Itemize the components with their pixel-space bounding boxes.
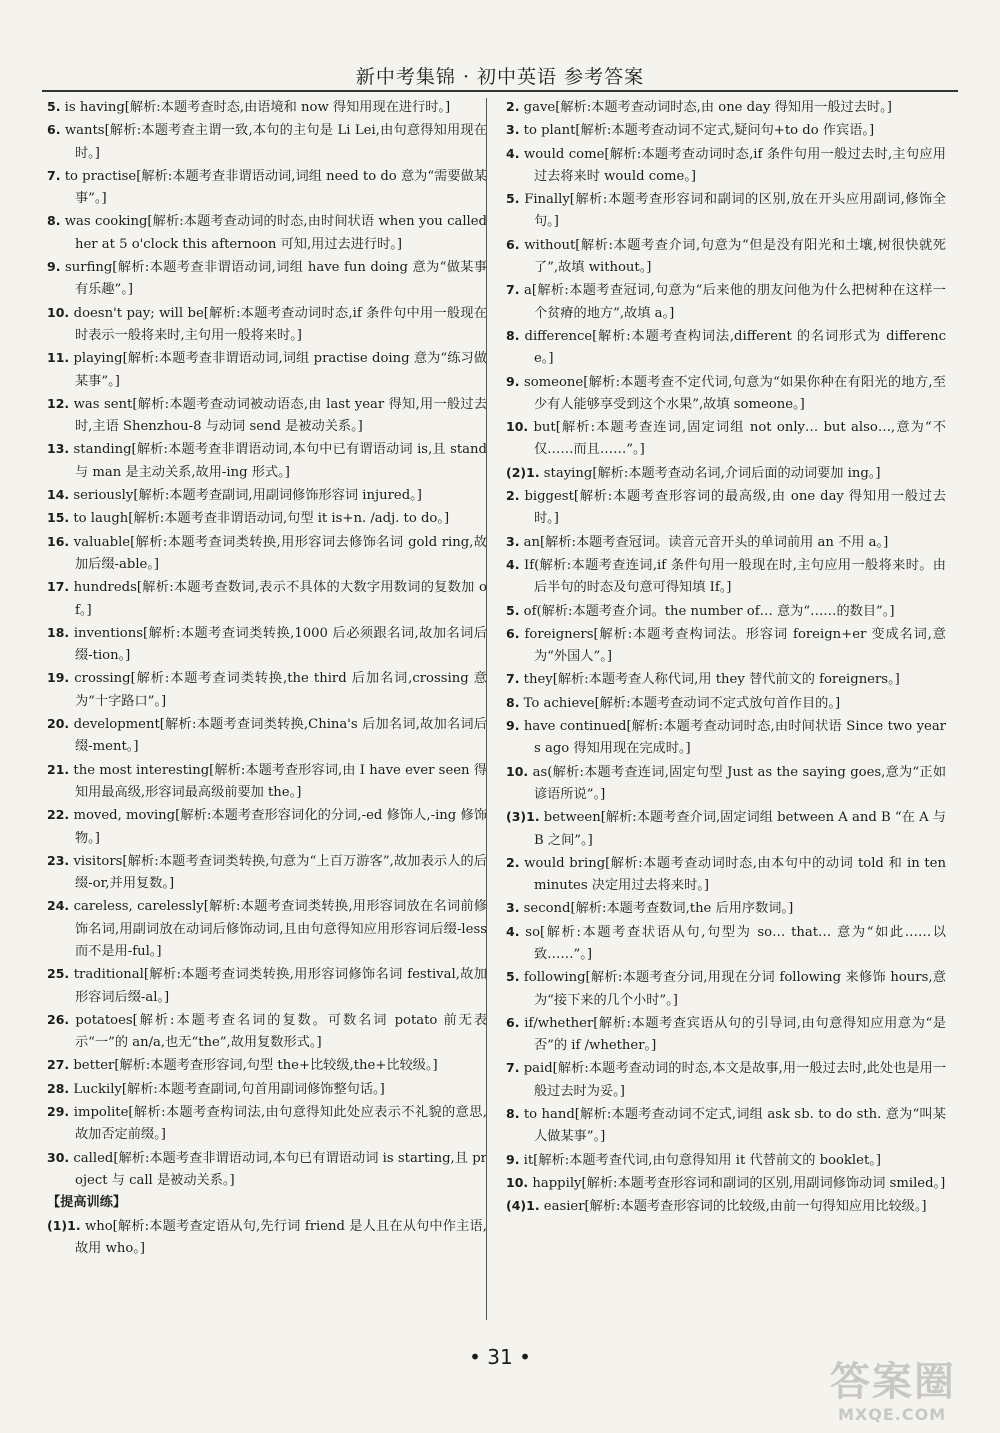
answer-text: was sent[解析:本题考查动词被动语态,由 last year 得知,用一般过去时,主语 Shenzhou-8 与动词 send 是被动关系。] <box>73 396 487 435</box>
answer-number: 8. <box>506 1106 520 1122</box>
answer-number: 11. <box>47 350 70 366</box>
answer-number: 30. <box>47 1149 70 1165</box>
answer-text: impolite[解析:本题考查构词法,由句意得知此处应表示不礼貌的意思,故加否定前缀。] <box>73 1105 487 1143</box>
answer-entry <box>47 256 487 302</box>
answer-text: would come[解析:本题考查动词时态,if 条件句用一般过去时,主句应用过去将来时 would come。] <box>523 146 946 184</box>
answer-text: someone[解析:本题考查不定代词,句意为“如果你种在有阳光的地方,至少有人能够享受到这个水果”,故填 someone。] <box>523 374 946 412</box>
answer-number: 10. <box>47 304 70 320</box>
answer-entry <box>47 622 487 668</box>
answer-text: between[解析:本题考查介词,固定词组 between A and B “在 A 与 B 之间”。] <box>534 810 946 848</box>
answer-text: standing[解析:本题考查非谓语动词,本句中已有谓语动词 is,且 stand 与 man 是主动关系,故用-ing 形式。] <box>73 442 487 480</box>
answer-entry <box>506 600 946 623</box>
answer-text: to hand[解析:本题考查动词不定式,词组 ask sb. to do sth. 意为“叫某人做某事”。] <box>523 1107 946 1145</box>
answer-text: seriously[解析:本题考查副词,用副词修饰形容词 injured。] <box>73 488 422 504</box>
answer-entry <box>506 692 946 715</box>
answer-text: an[解析:本题考查冠词。读音元音开头的单词前用 an 不用 a。] <box>523 534 889 550</box>
answer-number: 10. <box>506 419 529 435</box>
answer-entry <box>506 371 946 417</box>
answer-entry <box>506 1172 946 1195</box>
answer-entry <box>506 279 946 325</box>
answer-text: to plant[解析:本题考查动词不定式,疑问句+to do 作宾语。] <box>523 123 875 139</box>
answer-number: 12. <box>47 395 70 411</box>
answer-number: 9. <box>47 259 61 275</box>
answer-entry <box>506 1012 946 1058</box>
answer-text: biggest[解析:本题考查形容词的最高级,由 one day 得知用一般过去时。] <box>524 489 946 527</box>
answer-text: better[解析:本题考查形容词,句型 the+比较级,the+比较级。] <box>73 1058 438 1074</box>
right-column <box>506 96 946 1219</box>
section-title: 【提高训练】 <box>47 1195 127 1211</box>
answer-number: 7. <box>506 671 520 687</box>
watermark-logo-text: 答案圈 <box>830 1359 956 1405</box>
answer-number: 6. <box>47 122 61 138</box>
answer-entry <box>47 484 487 507</box>
answer-number: 21. <box>47 761 70 777</box>
answer-text: as(解析:本题考查连词,固定句型 Just as the saying goes,意为“正如谚语所说”。] <box>532 764 946 802</box>
answer-text: they[解析:本题考查人称代词,用 they 替代前文的 foreigners。] <box>523 672 900 688</box>
answer-number: 14. <box>47 487 70 503</box>
answer-number: 16. <box>47 533 70 549</box>
answer-text: easier[解析:本题考查形容词的比较级,由前一句得知应用比较级。] <box>543 1199 927 1215</box>
answer-text: traditional[解析:本题考查词类转换,用形容词修饰名词 festival,故加形容词后缀-al。] <box>73 967 487 1005</box>
answer-entry <box>506 119 946 142</box>
answer-text: have continued[解析:本题考查动词时态,由时间状语 Since two years ago 得知用现在完成时。] <box>523 719 946 757</box>
answer-number: 27. <box>47 1057 70 1073</box>
answer-number: 6. <box>506 236 520 252</box>
answer-number: 3. <box>506 122 520 138</box>
answer-entry <box>47 210 487 256</box>
answer-text: but[解析:本题考查连词,固定词组 not only… but also…,意为“不仅……而且……”。] <box>533 420 946 458</box>
answer-number: 2. <box>506 488 520 504</box>
answer-text: of(解析:本题考查介词。the number of… 意为“……的数目”。] <box>523 603 895 619</box>
answer-text: visitors[解析:本题考查词类转换,句意为“上百万游客”,故加表示人的后缀-or,并用复数。] <box>73 853 487 892</box>
answer-number: (1)1. <box>47 1217 81 1233</box>
answer-entry <box>506 1057 946 1103</box>
answer-number: 3. <box>506 900 520 916</box>
answer-text: moved, moving[解析:本题考查形容词化的分词,-ed 修饰人,-ing 修饰物。] <box>73 808 487 846</box>
answer-number: (3)1. <box>506 809 540 825</box>
answer-entry <box>506 668 946 691</box>
answer-number: 8. <box>506 694 520 710</box>
answer-text: happily[解析:本题考查形容词和副词的区别,用副词修饰动词 smiled。] <box>532 1175 946 1191</box>
answer-entry <box>47 713 487 759</box>
answer-entry <box>506 1149 946 1172</box>
answer-entry <box>47 667 487 713</box>
answer-entry <box>47 1054 487 1077</box>
answer-text: to laugh[解析:本题考查非谓语动词,句型 it is+n. /adj. to do。] <box>73 511 450 527</box>
answer-text: careless, carelessly[解析:本题考查词类转换,用形容词放在名词前修饰名词,用副词放在动词后修饰动词,且由句意得知应用形容词后缀-less 而不是用-ful。] <box>73 899 487 959</box>
answer-entry <box>506 462 946 485</box>
answer-number: 5. <box>506 602 520 618</box>
answer-number: 25. <box>47 966 70 982</box>
answer-entry <box>47 759 487 805</box>
answer-entry <box>47 1147 487 1193</box>
answer-number: 4. <box>506 145 520 161</box>
answer-entry <box>47 165 487 211</box>
answer-entry <box>506 1195 946 1218</box>
answer-entry <box>47 393 487 439</box>
answer-number: 19. <box>47 670 70 686</box>
answer-entry <box>506 143 946 189</box>
answer-entry <box>506 921 946 967</box>
answer-text: a[解析:本题考查冠词,句意为“后来他的朋友问他为什么把树种在这样一个贫瘠的地方”,故填 a。] <box>524 283 946 321</box>
answer-number: 9. <box>506 718 520 734</box>
answer-entry <box>47 1009 487 1055</box>
answer-number: 9. <box>506 373 520 389</box>
answer-text: foreigners[解析:本题考查构词法。形容词 foreign+er 变成名词,意为“外国人”。] <box>524 626 946 665</box>
answer-entry <box>506 188 946 234</box>
answer-number: 10. <box>506 1174 529 1190</box>
answer-text: hundreds[解析:本题考查数词,表示不具体的大数字用数词的复数加 of。] <box>73 580 487 618</box>
answer-text: Finally[解析:本题考查形容词和副词的区别,放在开头应用副词,修饰全句。] <box>524 192 946 230</box>
answer-number: 20. <box>47 716 70 732</box>
answer-number: 26. <box>47 1011 70 1027</box>
answer-text: who[解析:本题考查定语从句,先行词 friend 是人且在从句中作主语,故用 who。] <box>75 1218 487 1256</box>
answer-number: 5. <box>506 191 520 207</box>
answer-text: surfing[解析:本题考查非谓语动词,词组 have fun doing 意为“做某事有乐趣”。] <box>65 260 487 298</box>
answer-entry <box>47 895 487 963</box>
answer-number: 4. <box>506 556 520 572</box>
answer-number: 7. <box>506 282 520 298</box>
answer-number: 10. <box>506 763 529 779</box>
answer-number: 17. <box>47 579 70 595</box>
answer-entry <box>47 1078 487 1101</box>
answer-number: 6. <box>506 625 520 641</box>
answer-entry <box>47 507 487 530</box>
answer-entry <box>47 850 487 896</box>
answer-text: valuable[解析:本题考查词类转换,用形容词去修饰名词 gold ring,故加后缀-able。] <box>73 534 487 572</box>
answer-text: wants[解析:本题考查主谓一致,本句的主句是 Li Lei,由句意得知用现在时。] <box>64 123 487 161</box>
page-header: 新中考集锦 · 初中英语 参考答案 <box>355 66 645 88</box>
answer-text: playing[解析:本题考查非谓语动词,词组 practise doing 意为“练习做某事”。] <box>73 351 487 389</box>
answer-number: 3. <box>506 533 520 549</box>
answer-number: 23. <box>47 852 70 868</box>
answer-number: 8. <box>47 213 61 229</box>
answer-text: crossing[解析:本题考查词类转换,the third 后加名词,crossing 意为“十字路口”。] <box>74 671 487 709</box>
answer-entry <box>506 234 946 280</box>
answer-number: 22. <box>47 807 70 823</box>
answer-text: gave[解析:本题考查动词时态,由 one day 得知用一般过去时。] <box>523 100 892 115</box>
answer-number: 13. <box>47 441 70 457</box>
answer-entry <box>47 531 487 577</box>
answer-entry <box>506 485 946 531</box>
answer-number: 8. <box>506 327 520 343</box>
answer-number: 7. <box>506 1060 520 1076</box>
answer-number: 5. <box>47 99 61 114</box>
answer-number: (2)1. <box>506 464 540 480</box>
answer-text: it[解析:本题考查代词,由句意得知用 it 代替前文的 booklet。] <box>523 1152 881 1168</box>
answer-entry <box>506 416 946 462</box>
answer-number: 6. <box>506 1014 520 1030</box>
answer-text: staying[解析:本题考查动名词,介词后面的动词要加 ing。] <box>543 465 881 481</box>
answer-text: To achieve[解析:本题考查动词不定式放句首作目的。] <box>523 695 841 711</box>
answer-entry <box>47 96 487 119</box>
answer-number: 7. <box>47 167 61 183</box>
watermark-logo <box>820 1350 990 1430</box>
answer-text: paid[解析:本题考查动词的时态,本文是故事,用一般过去时,此处也是用一般过去时为妥。] <box>523 1061 947 1099</box>
answer-text: If(解析:本题考查连词,if 条件句用一般现在时,主句应用一般将来时。由后半句的时态及句意可得知填 If。] <box>524 557 946 596</box>
answer-entry <box>47 804 487 850</box>
answer-number: 18. <box>47 624 70 640</box>
answer-number: 15. <box>47 510 70 526</box>
answer-entry <box>47 576 487 622</box>
answer-text: so[解析:本题考查状语从句,句型为 so… that… 意为“如此……以致……”。] <box>525 924 946 962</box>
answer-entry <box>47 119 487 165</box>
answer-number: 5. <box>506 969 520 985</box>
answer-entry <box>47 1215 487 1261</box>
answer-entry <box>47 1101 487 1147</box>
answer-entry <box>506 715 946 761</box>
answer-entry <box>47 438 487 484</box>
answer-entry <box>506 1103 946 1149</box>
column-divider <box>486 98 487 1320</box>
page-number: • 31 • <box>469 1345 531 1369</box>
answer-text: called[解析:本题考查非谓语动词,本句已有谓语动词 is starting,且 project 与 call 是被动关系。] <box>73 1150 487 1188</box>
answer-number: 28. <box>47 1080 70 1096</box>
answer-number: 9. <box>506 1151 520 1167</box>
answer-text: would bring[解析:本题考查动词时态,由本句中的动词 told 和 in ten minutes 决定用过去将来时。] <box>524 855 946 894</box>
answer-entry <box>506 623 946 669</box>
answer-text: difference[解析:本题考查构词法,different 的名词形式为 difference。] <box>524 328 946 367</box>
answer-entry <box>506 531 946 554</box>
answer-number: 29. <box>47 1104 70 1120</box>
answer-text: to practise[解析:本题考查非谓语动词,词组 need to do 意为“需要做某事”。] <box>64 168 487 207</box>
answer-number: 4. <box>506 923 520 939</box>
answer-number: 2. <box>506 99 520 114</box>
answer-entry <box>47 302 487 348</box>
answer-text: is having[解析:本题考查时态,由语境和 now 得知用现在进行时。] <box>64 100 451 115</box>
answer-entry <box>506 554 946 600</box>
answer-entry <box>506 325 946 371</box>
answer-entry <box>506 761 946 807</box>
answer-entry <box>506 806 946 852</box>
answer-entry <box>506 852 946 898</box>
answer-text: development[解析:本题考查词类转换,China's 后加名词,故加名词后缀-ment。] <box>73 717 487 755</box>
answer-entry <box>506 966 946 1012</box>
answer-text: potatoes[解析:本题考查名词的复数。可数名词 potato 前无表示“一”的 an/a,也无“the”,故用复数形式。] <box>75 1012 487 1051</box>
answer-number: (4)1. <box>506 1198 540 1214</box>
watermark-site-text: MXQE.COM <box>838 1405 947 1424</box>
answer-entry <box>506 96 946 119</box>
answer-text: doesn't pay; will be[解析:本题考查动词时态,if 条件句中用一般现在时表示一般将来时,主句用一般将来时。] <box>73 305 487 343</box>
answer-text: Luckily[解析:本题考查副词,句首用副词修饰整句话。] <box>73 1081 385 1097</box>
answer-text: without[解析:本题考查介词,句意为“但是没有阳光和土壤,树很快就死了”,故填 without。] <box>524 237 946 276</box>
header-rule <box>42 90 958 92</box>
answer-text: the most interesting[解析:本题考查形容词,由 I have ever seen 得知用最高级,形容词最高级前要加 the。] <box>73 762 487 800</box>
answer-number: 24. <box>47 898 70 914</box>
answer-text: inventions[解析:本题考查词类转换,1000 后必须跟名词,故加名词后缀-tion。] <box>73 625 487 664</box>
answer-entry <box>47 963 487 1009</box>
left-column <box>47 96 487 1260</box>
answer-text: following[解析:本题考查分词,用现在分词 following 来修饰 hours,意为“接下来的几个小时”。] <box>523 970 946 1008</box>
answer-number: 2. <box>506 854 520 870</box>
answer-text: was cooking[解析:本题考查动词的时态,由时间状语 when you called her at 5 o'clock this afternoon 可知,用过去进行时。] <box>64 214 488 252</box>
answer-text: if/whether[解析:本题考查宾语从句的引导词,由句意得知应用意为“是否”的 if /whether。] <box>524 1015 946 1054</box>
answer-entry <box>506 897 946 920</box>
answer-entry <box>47 347 487 393</box>
answer-text: second[解析:本题考查数词,the 后用序数词。] <box>523 901 794 917</box>
